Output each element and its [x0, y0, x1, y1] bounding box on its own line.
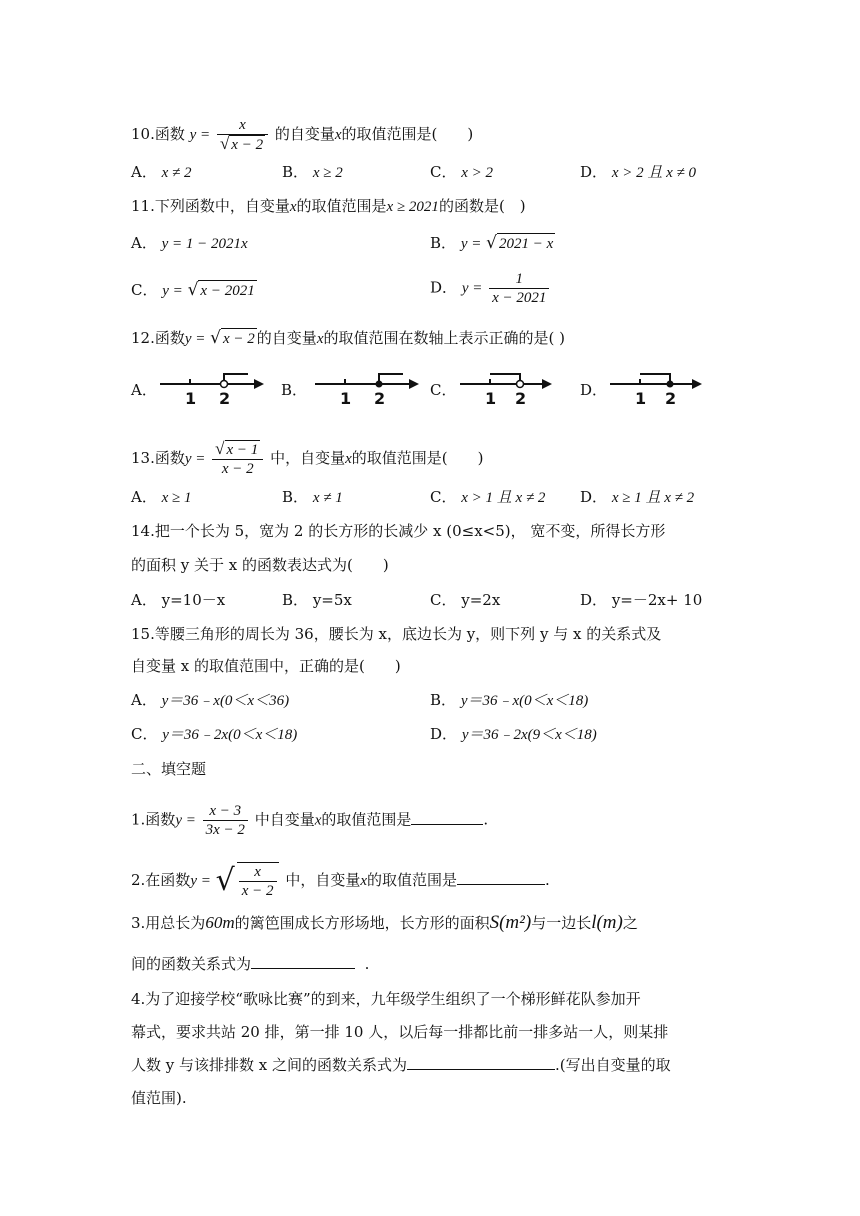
q15-option-b[interactable] — [430, 690, 588, 711]
option-label: D． — [430, 725, 458, 743]
q12-label-a[interactable]: A． — [131, 381, 157, 399]
f2-suffix2: 的取值范围是 — [367, 871, 458, 889]
q10-suffix: 的自变量 — [274, 125, 335, 143]
option-text: x ≥ 1 且 x ≠ 2 — [611, 490, 695, 506]
f2-var: x — [360, 873, 367, 889]
q10-stem — [131, 116, 473, 154]
q13-fraction — [212, 440, 263, 478]
q10-prefix: 10.函数 — [131, 125, 185, 143]
option-lhs: y = — [461, 280, 483, 297]
q13-lhs: y = — [184, 451, 206, 467]
option-label: A． — [131, 488, 157, 506]
f4-line3-end: .(写出自变量的取 — [555, 1056, 671, 1074]
q10-lhs: y = — [189, 127, 211, 143]
q14-option-b[interactable] — [282, 590, 352, 610]
number-line-d — [608, 368, 718, 408]
q13-option-d[interactable] — [580, 487, 694, 508]
q13-denominator: x − 2 — [221, 461, 254, 477]
option-text: y=－2x+ 10 — [611, 591, 703, 609]
option-label: D． — [580, 163, 608, 181]
q13-prefix: 13.函数 — [131, 449, 185, 467]
q15-option-a[interactable] — [131, 690, 289, 711]
q15-option-d[interactable] — [430, 724, 597, 745]
option-text: y＝36﹣2x(9＜x＜18) — [461, 727, 597, 743]
q10-fraction — [217, 116, 268, 154]
f1-var: x — [314, 812, 322, 829]
q13-radicand: x − 1 — [226, 442, 259, 458]
f2-suffix: 中，自变量 — [285, 871, 361, 889]
f3-line2: 间的函数关系式为 — [131, 955, 252, 973]
q10-option-a[interactable] — [131, 162, 192, 183]
option-label: A． — [131, 163, 157, 181]
fill-4-line-2: 幕式，要求共站 20 排，第一排 10 人，以后每一排都比前一排多站一人，则某排 — [131, 1023, 669, 1041]
q14-line-1: 14.把一个长为 5，宽为 2 的长方形的长减少 x (0≤x<5)， 宽不变，所得长方形 — [131, 522, 666, 540]
q13-option-c[interactable] — [430, 487, 545, 508]
option-label: B． — [430, 234, 457, 252]
number-line-a — [158, 368, 268, 408]
q15-line-2: 自变量 x 的取值范围中，正确的是( ) — [131, 657, 401, 675]
q11-option-d[interactable] — [430, 270, 551, 307]
q11-option-c[interactable]: C． y = √ x − 2021 — [131, 280, 255, 300]
option-label: B． — [282, 488, 309, 506]
q12-radicand: x − 2 — [221, 328, 257, 349]
number-line-c — [458, 368, 568, 408]
q13-option-b[interactable] — [282, 487, 343, 508]
f2-prefix: 2.在函数 — [131, 871, 191, 889]
q11-condition: x ≥ 2021 — [386, 199, 439, 215]
f3-part4: 之 — [622, 914, 638, 932]
option-text: x ≠ 1 — [312, 490, 343, 506]
option-label: C． — [430, 488, 457, 506]
option-text: y＝36﹣x(0＜x＜18) — [460, 693, 589, 709]
q11-option-a[interactable] — [131, 233, 248, 254]
f3-length: 60m — [205, 913, 235, 932]
option-lhs: y = — [162, 283, 183, 299]
option-label: C． — [430, 591, 457, 609]
option-text: y=2x — [461, 591, 501, 609]
q11-var: x — [289, 199, 297, 215]
option-text: x > 1 且 x ≠ 2 — [461, 490, 546, 506]
q12-label-c[interactable]: C． — [430, 381, 457, 399]
q14-option-c[interactable] — [430, 590, 500, 610]
f2-answer-blank[interactable] — [457, 870, 545, 885]
number-line-b — [313, 368, 423, 408]
fraction-denominator: x − 2021 — [492, 290, 547, 306]
option-radicand: 2021 − x — [497, 233, 555, 254]
tick-label-2: 2 — [515, 389, 527, 408]
f3-part1: 3.用总长为 — [131, 914, 206, 932]
q11-stem-3: 的函数是( ) — [438, 197, 526, 215]
q10-option-d[interactable] — [580, 162, 696, 183]
option-label: D． — [580, 488, 608, 506]
q10-option-b[interactable] — [282, 162, 343, 183]
q12-lhs: y = — [184, 331, 206, 347]
q12-stem: 12.函数y = √ x − 2 的自变量x的取值范围在数轴上表示正确的是( ) — [131, 328, 565, 348]
f3-answer-blank[interactable] — [251, 954, 355, 969]
tick-label-1: 1 — [340, 389, 352, 408]
f4-answer-blank[interactable] — [407, 1055, 555, 1070]
q14-option-a[interactable] — [131, 590, 225, 610]
option-text: y＝36﹣x(0＜x＜36) — [161, 693, 290, 709]
q13-stem — [131, 440, 483, 478]
q15-line-1: 15.等腰三角形的周长为 36，腰长为 x，底边长为 y，则下列 y 与 x 的关系式及 — [131, 625, 662, 643]
fill-4-line-4: 值范围). — [131, 1089, 187, 1107]
q10-option-c[interactable] — [430, 162, 493, 183]
fraction-denominator: 3x − 2 — [205, 822, 245, 838]
option-radicand: x − 2021 — [198, 280, 256, 301]
q12-label-d[interactable]: D． — [580, 381, 608, 399]
q12-label-b[interactable]: B． — [281, 381, 308, 399]
fraction-numerator: x — [239, 863, 277, 882]
section-heading: 二、填空题 — [131, 760, 207, 778]
q11-stem — [131, 196, 526, 217]
q13-numerator: √ x − 1 — [212, 440, 263, 460]
f3-part3: 与一边长 — [531, 914, 592, 932]
option-text: x ≠ 2 — [161, 165, 192, 181]
f1-lhs: y = — [175, 812, 196, 829]
f1-answer-blank[interactable] — [411, 810, 483, 825]
fill-3-line-1 — [131, 913, 638, 933]
option-label: B． — [282, 591, 309, 609]
option-label: D． — [430, 278, 458, 297]
f2-end: . — [545, 871, 550, 889]
q13-var: x — [345, 451, 352, 467]
fill-1 — [131, 802, 488, 839]
fraction-denominator: x − 2 — [241, 883, 274, 899]
option-lhs: y = — [460, 236, 482, 252]
option-text: x > 2 — [461, 165, 494, 181]
option-label: C． — [131, 725, 158, 743]
option-text: x ≥ 2 — [312, 165, 343, 181]
q10-radicand: x − 2 — [231, 137, 264, 153]
q15-option-c[interactable] — [131, 724, 297, 745]
f3-area-var: S(m²) — [489, 912, 532, 933]
q12-prefix: 12.函数 — [131, 329, 185, 347]
f3-end: . — [364, 955, 370, 973]
f1-suffix: 中自变量 — [254, 810, 315, 829]
option-label: B． — [282, 163, 309, 181]
f2-fraction — [237, 862, 279, 900]
option-text: y = 1 − 2021x — [161, 236, 248, 252]
q11-stem-2: 的取值范围是 — [296, 197, 387, 215]
q12-var: x — [316, 331, 324, 347]
tick-label-1: 1 — [185, 389, 197, 408]
tick-label-2: 2 — [374, 389, 386, 408]
f1-prefix: 1.函数 — [131, 810, 176, 829]
f1-end: . — [483, 810, 489, 829]
f1-fraction — [203, 802, 248, 839]
q12-suffix: 的自变量 — [256, 329, 317, 347]
tick-label-1: 1 — [635, 389, 647, 408]
q13-suffix2: 的取值范围是( ) — [351, 449, 484, 467]
fraction-numerator: 1 — [489, 270, 549, 289]
option-text: y=10－x — [161, 591, 226, 609]
q13-suffix: 中，自变量 — [270, 449, 346, 467]
fraction-numerator: x − 3 — [203, 802, 248, 821]
q14-line-2: 的面积 y 关于 x 的函数表达式为( ) — [131, 556, 389, 574]
option-text: y=5x — [312, 591, 352, 609]
option-text: x > 2 且 x ≠ 0 — [611, 165, 696, 181]
q11-option-b[interactable]: B． y = √ 2021 − x — [430, 233, 554, 253]
q12-suffix2: 的取值范围在数轴上表示正确的是( ) — [323, 329, 565, 347]
fill-4-line-1: 4.为了迎接学校“歌咏比赛”的到来，九年级学生组织了一个梯形鲜花队参加开 — [131, 990, 641, 1008]
q11-d-fraction — [489, 270, 549, 307]
tick-label-2: 2 — [219, 389, 231, 408]
option-label: D． — [580, 591, 608, 609]
option-label: A． — [131, 234, 157, 252]
fill-4-line-3 — [131, 1055, 671, 1075]
option-label: C． — [131, 281, 158, 299]
f3-side-var: l(m) — [591, 912, 623, 933]
q10-suffix2: 的取值范围是( ) — [341, 125, 474, 143]
q14-option-d[interactable] — [580, 590, 702, 610]
option-label: A． — [131, 691, 157, 709]
q13-option-a[interactable] — [131, 487, 192, 508]
tick-label-1: 1 — [485, 389, 497, 408]
tick-label-2: 2 — [665, 389, 677, 408]
option-text: y＝36﹣2x(0＜x＜18) — [162, 727, 298, 743]
f3-part2: 的篱笆围成长方形场地，长方形的面积 — [234, 914, 490, 932]
option-label: B． — [430, 691, 457, 709]
q10-denominator: √ x − 2 — [219, 134, 264, 153]
option-text: x ≥ 1 — [161, 490, 192, 506]
q10-numerator: x — [217, 116, 268, 135]
option-label: C． — [430, 163, 457, 181]
f1-suffix2: 的取值范围是 — [321, 810, 412, 829]
fill-3-line-2 — [131, 954, 369, 974]
f2-lhs: y = — [190, 873, 211, 889]
f4-line3: 人数 y 与该排排数 x 之间的函数关系式为 — [131, 1056, 408, 1074]
q11-stem-1: 11.下列函数中，自变量 — [131, 197, 290, 215]
fill-2: 2.在函数y = √ $\frac{x}{x - 2}$ 中，自变量x的取值范围是 . — [131, 863, 550, 899]
option-label: A． — [131, 591, 157, 609]
q10-var: x — [334, 127, 342, 143]
